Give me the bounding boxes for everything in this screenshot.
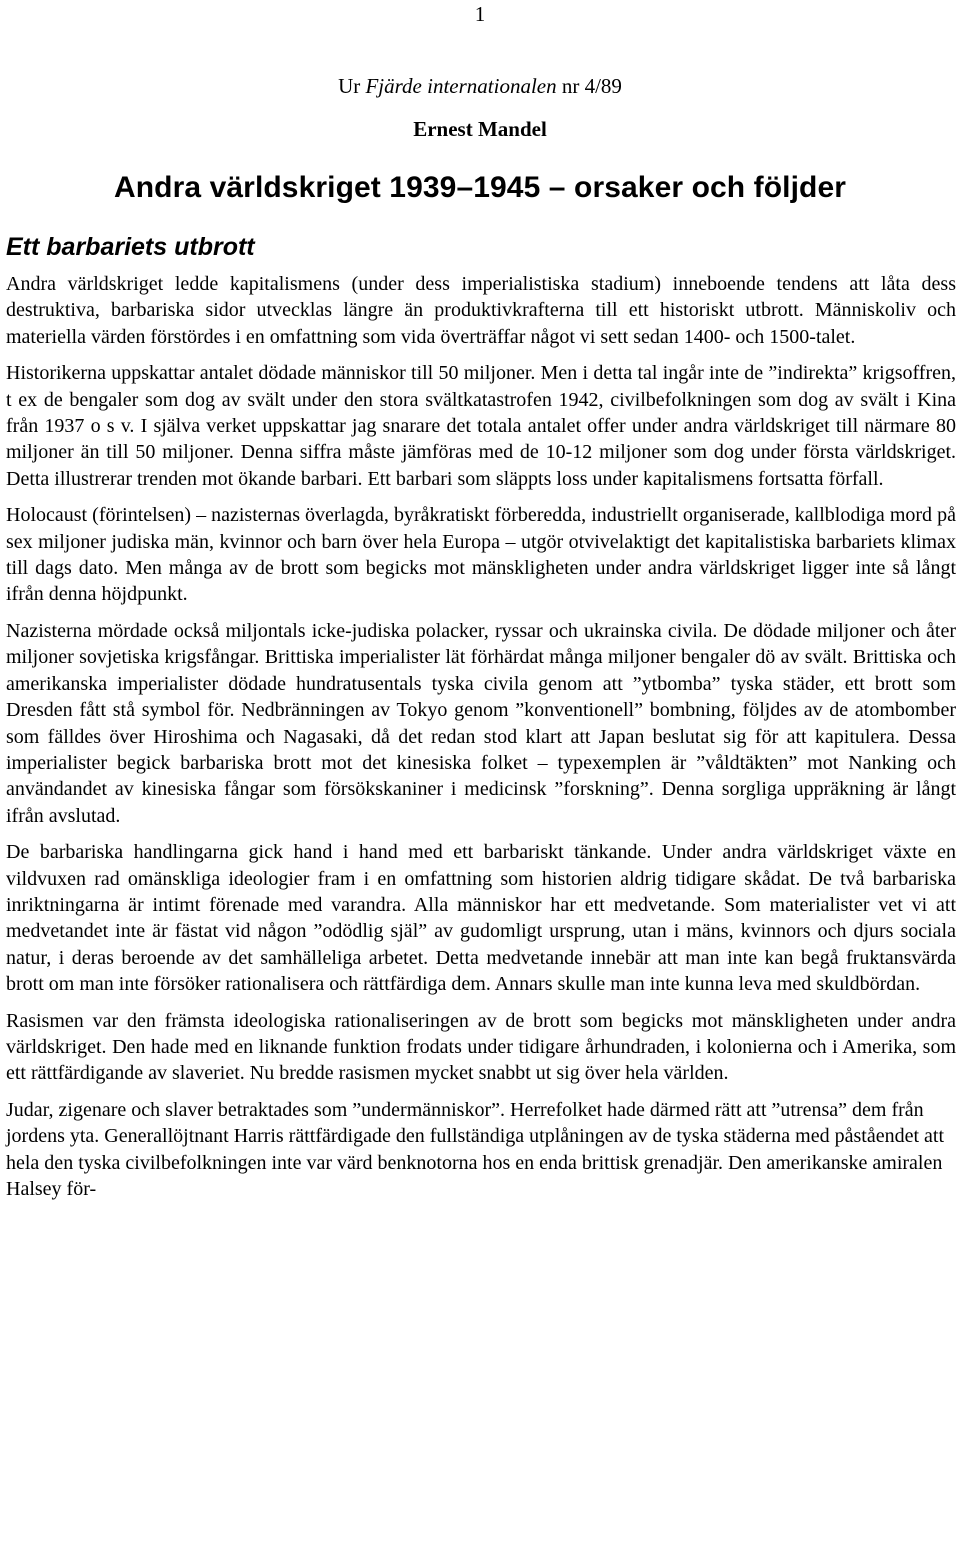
article-title: Andra världskriget 1939–1945 – orsaker och följder xyxy=(113,171,847,204)
paragraph: Nazisterna mördade också miljontals icke-judiska polacker, ryssar och ukrainska civila. De dödade miljoner och åter miljoner sovjetiska krigsfångar. Brittiska imperialister lät förhärdat många miljoner bengaler dö av svält. Brittiska och amerikanska imperialister dödade hundratusentals tyska civila genom att ”ytbomba” tyska städer, ett brott som Dresden fått stå symbol för. Nedbränningen av Tokyo genom ”konventionell” bombning, följdes av de atombomber som fälldes över Hiroshima och Nagasaki, då det redan stod klart att Japan beslutat sig för att kapitulera. Dessa imperialister begick barbariska brott mot det kinesiska folket – typexemplen är ”våldtäkten” mot Nanking och användandet av kinesiska fångar som försökskaniner i medicinsk ”forskning”. Denna sorgliga uppräkning är långt ifrån avslutad. xyxy=(6,619,956,827)
source-journal: Fjärde internationalen xyxy=(365,74,557,98)
page-number: 1 xyxy=(474,2,486,26)
paragraph: Historikerna uppskattar antalet dödade människor till 50 miljoner. Men i detta tal ingår inte de ”indirekta” krigsoffren, t ex de bengaler som dog av svält under den stora svältkatastrofen 1942, civilbefolkningen som dog av svält i Kina från 1937 o s v. I själva verket uppskattar jag snarare det totala antalet offer under andra världskriget till närmare 80 miljoner än till 50 miljoner. Denna siffra måste jämföras med de 10-12 miljoner som dog under första världskriget. Detta illustrerar trenden mot ökande barbari. Ett barbari som släppts loss under kapitalismens fortsatta förfall. xyxy=(6,362,956,490)
source-suffix: nr 4/89 xyxy=(556,74,622,98)
paragraph: Holocaust (förintelsen) – nazisternas överlagda, byråkratiskt förberedda, industriellt organiserade, kallblodiga mord på sex miljoner judiska män, kvinnor och barn över hela Europa – utgör otvivelaktigt det kapitalistiska barbariets klimax till dags dato. Men många av de brott som begicks mot mänskligheten under andra världskriget ligger inte så långt ifrån denna höjdpunkt. xyxy=(6,504,956,606)
article-body xyxy=(6,271,956,1212)
source-line xyxy=(0,74,960,99)
paragraph: Andra världskriget ledde kapitalismens (under dess imperialistiska stadium) inneboende tendens att låta dess destruktiva, barbariska sidor utvecklas längre än produktivkrafterna till ett historiskt utbrott. Människoliv och materiella värden förstördes i en omfattning som vida överträffar något vi sett sedan 1400- och 1500-talet. xyxy=(6,273,956,348)
source-prefix: Ur xyxy=(338,74,366,98)
paragraph: Rasismen var den främsta ideologiska rationaliseringen av de brott som begicks mot mänskligheten under andra världskriget. Den hade med en liknande funktion frodats under tidigare århundraden, i kolonierna och i Amerika, som ett rättfärdigande av slaveriet. Nu bredde rasismen mycket snabbt ut sig över hela världen. xyxy=(6,1009,956,1085)
paragraph: De barbariska handlingarna gick hand i hand med ett barbariskt tänkande. Under andra världskriget växte en vildvuxen rad omänskliga ideologier fram i en omfattning som historien aldrig tidigare skådat. De två barbariska inriktningarna är intimt förenade med varandra. Alla människor har ett medvetande. Som materialister vet vi att medvetandet inte är fästat vid någon ”odödlig själ” av gudomligt ursprung, utan i mäns, kvinnors och djurs sociala natur, i deras beroende av det samhälleliga arbetet. Detta medvetande innebär att man inte kan begå fruktansvärda brott om man inte försöker rationalisera och rättfärdiga dem. Annars skulle man inte kunna leva med skuldbördan. xyxy=(6,841,956,996)
section-heading: Ett barbariets utbrott xyxy=(6,233,255,261)
author-name: Ernest Mandel xyxy=(413,117,547,141)
paragraph: Judar, zigenare och slaver betraktades som ”undermänniskor”. Herrefolket hade därmed rätt att ”utrensa” dem från jordens yta. Generallöjtnant Harris rättfärdigade den fullständiga utplåningen av de tyska städerna med påståendet att hela den tyska civilbefolkningen inte var värd benknotorna hos en enda brittisk grenadjär. Den amerikanske amiralen Halsey för- xyxy=(6,1098,944,1200)
